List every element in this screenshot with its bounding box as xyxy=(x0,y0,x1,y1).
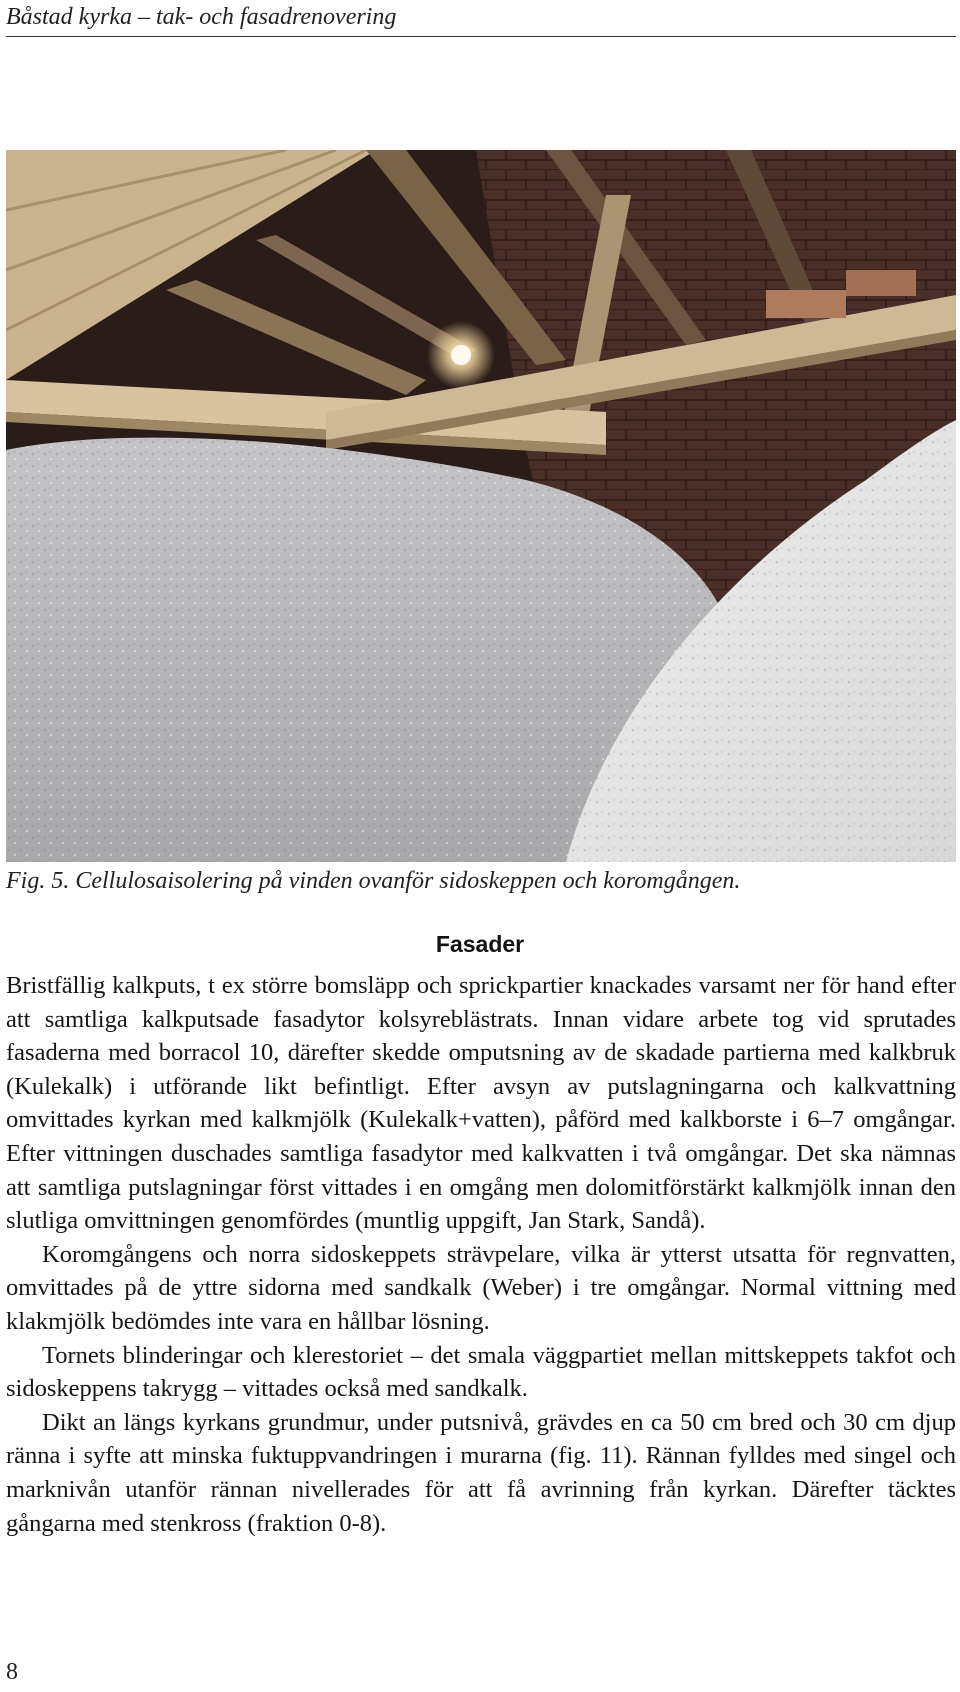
section-heading: Fasader xyxy=(435,931,525,957)
figure-caption: Fig. 5. Cellulosaisolering på vinden ovanför sidoskeppen och koromgången. xyxy=(6,868,741,894)
page-number: 8 xyxy=(6,1659,18,1685)
paragraph: Bristfällig kalkputs, t ex större bomsläpp och sprickpartier knackades varsamt ner för hand efter att samtliga kalkputsade fasadytor kolsyreblästrats. Innan vidare arbete tog vid sprutades fasaderna med borracol 10, därefter skedde omputsning av de skadade partierna med kalkbruk (Kulekalk) i utförande likt befintligt. Efter avsyn av putslagningarna och kalkvattning omvittades kyrkan med kalkmjölk (Kulekalk+vatten), påförd med kalkborste i 6–7 omgångar. Efter vittningen duschades samtliga fasadytor med kalkvatten i två omgångar. Det ska nämnas att samtliga putslagningar först vittades i en omgång men dolomitförstärkt kalkmjölk innan den slutliga omvittningen genomfördes (muntlig uppgift, Jan Stark, Sandå). xyxy=(6,972,956,1235)
paragraph: Koromgångens och norra sidoskeppets strävpelare, vilka är ytterst utsatta för regnvatten, omvittades på de yttre sidorna med sandkalk (Weber) i tre omgångar. Normal vittning med klakmjölk bedömdes inte vara en hållbar lösning. xyxy=(6,1240,956,1335)
running-header: Båstad kyrka – tak- och fasadrenovering xyxy=(6,4,397,30)
attic-insulation-photo xyxy=(6,150,956,862)
paragraph: Dikt an längs kyrkans grundmur, under putsnivå, grävdes en ca 50 cm bred och 30 cm djup ränna i syfte att minska fuktuppvandringen i murarna (fig. 11). Rännan fylldes med singel och marknivån utanför rännan nivellerades för att få avrinning från kyrkan. Därefter täcktes gångarna med stenkross (fraktion 0-8). xyxy=(6,1408,956,1537)
header-rule xyxy=(6,36,956,37)
body-text xyxy=(6,969,956,1540)
paragraph: Tornets blinderingar och klerestoriet – det smala väggpartiet mellan mittskeppets takfot och sidoskeppens takrygg – vittades också med sandkalk. xyxy=(6,1341,956,1403)
